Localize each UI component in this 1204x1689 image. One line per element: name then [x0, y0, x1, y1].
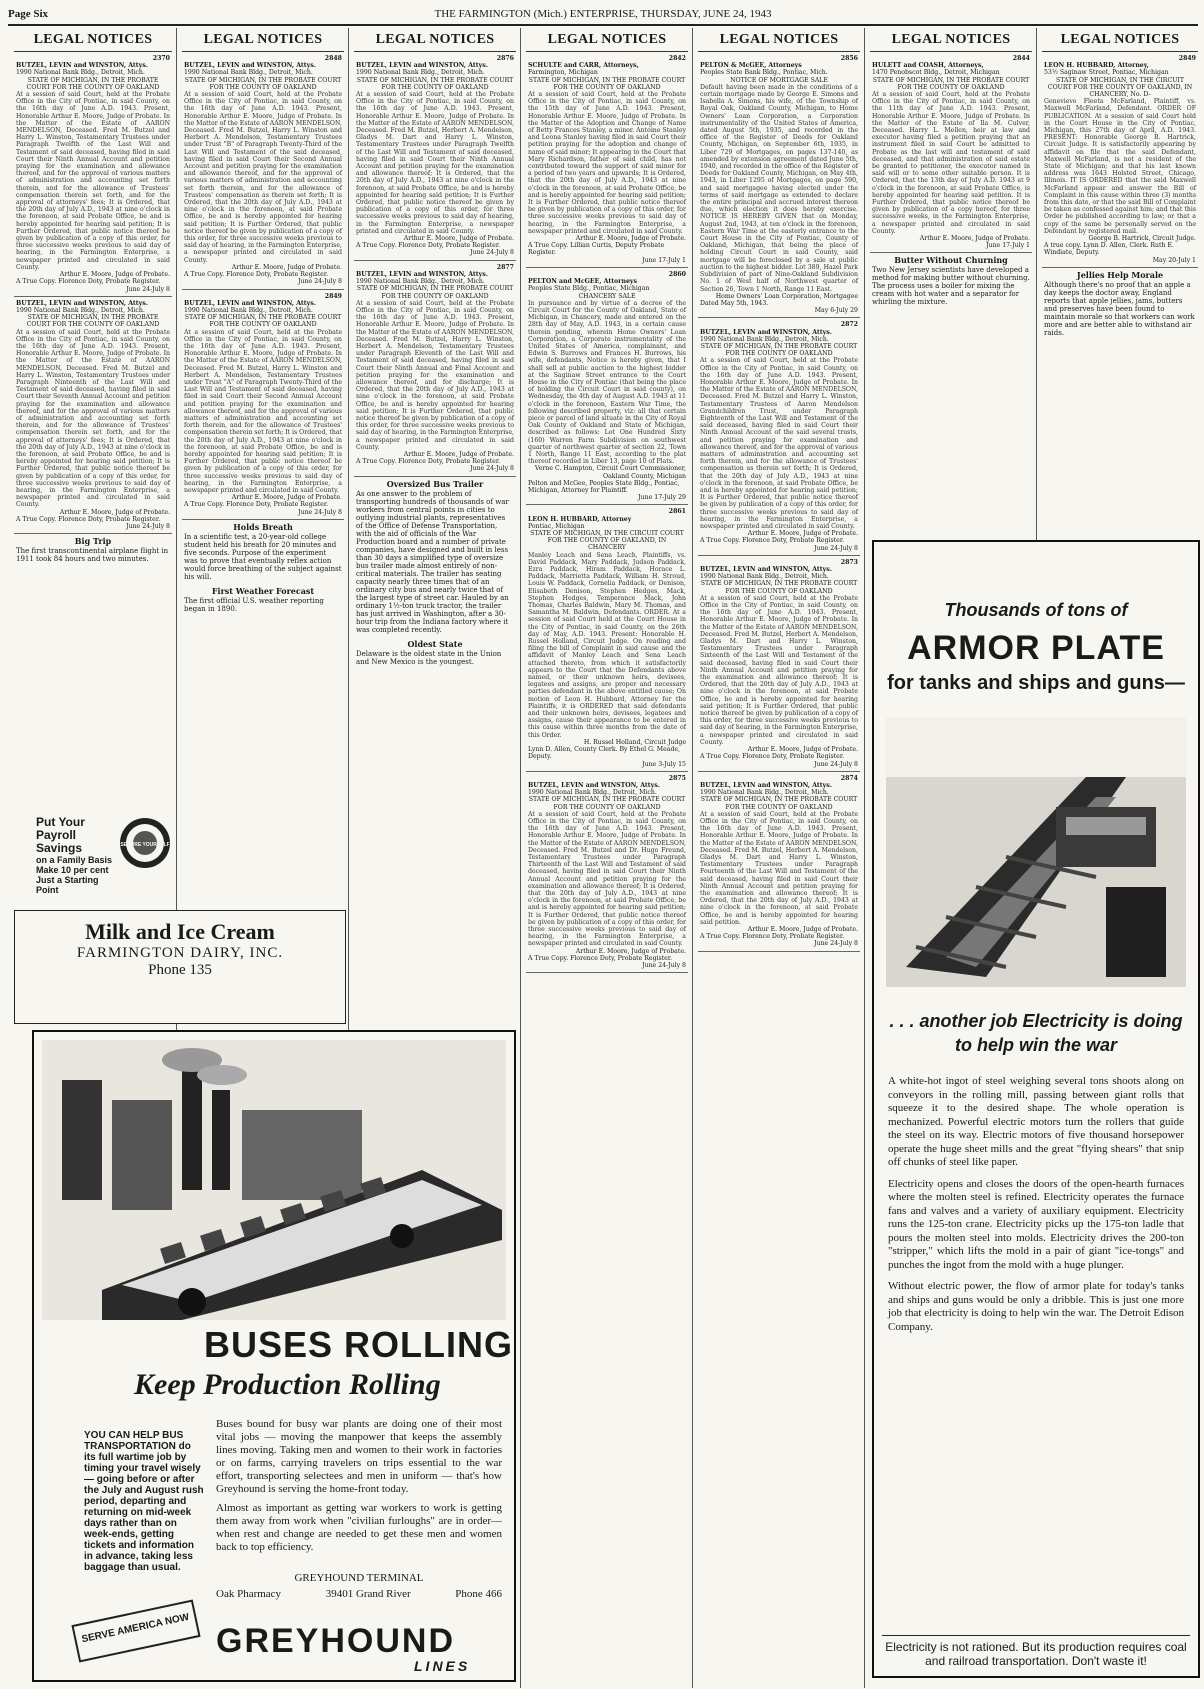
- filler-text: Two New Jersey scientists have developed a method for making butter without churning. The process uses a boiler for mixing the cream with hot water and a separator for whirling the mixture.: [872, 266, 1030, 307]
- filler-text: Delaware is the oldest state in the Union and New Mexico is the youngest.: [356, 649, 502, 666]
- notice-caption: STATE OF MICHIGAN, IN THE PROBATE COURT FOR THE COUNTY OF OAKLAND: [528, 796, 686, 811]
- notice-true-copy: A True Copy. Florence Doty, Probate Register.: [16, 515, 161, 523]
- notice-dates: June 24-July 8: [126, 523, 170, 530]
- notice-caption: STATE OF MICHIGAN, IN THE PROBATE COURT FOR THE COUNTY OF OAKLAND: [184, 76, 342, 91]
- notice-address: 1990 National Bank Bldg., Detroit, Mich.: [184, 306, 313, 314]
- notice-caption: STATE OF MICHIGAN, IN THE PROBATE COURT FOR THE COUNTY OF OAKLAND: [700, 580, 858, 595]
- section-header: LEGAL NOTICES: [14, 28, 172, 52]
- notice-dates: June 24-July 8: [470, 249, 514, 257]
- notice-true-copy: A True Copy. Florence Doty, Probate Register.: [528, 954, 673, 962]
- filler-item: [354, 477, 516, 637]
- bond-line: Payroll Savings: [36, 828, 83, 855]
- bus-address: 39401 Grand River: [325, 1588, 411, 1600]
- filler-heading: Oldest State: [407, 638, 463, 649]
- notice-address: 1470 Penobscot Bldg., Detroit, Michigan: [872, 69, 1000, 77]
- notice-firm: PELTON and McGEE, Attorneys: [528, 278, 637, 286]
- notice-body: At a session of said Court, held at the Probate Office in the City of Pontiac, in said County, on the 16th day of June A.D. 1943. Present, Honorable Arthur E. Moore, Judge of Probate. In the Matter of the Estate of AARON MENDELSON, Deceased. Fred M. Butzel, Herbert A. Mendelson, Gladys M. Dart and Harry L. Winston, Testamentary Trustees under Paragraph Sixteenth of the Last Will and Testament of the said deceased, having filed in said Court their Ninth Annual Account and petition praying for the examination and allowance thereof; It is Ordered, that the 20th day of July A.D., 1943 at nine o'clock in the forenoon, at said Probate Office, be and is hereby appointed for hearing said petition; It is Further Ordered, that public notice thereof be given by publication of a copy of this order, for three successive weeks previous to said day of hearing, in the Farmington Enterprise, a newspaper printed and circulated in said County.: [700, 594, 858, 746]
- notice-dates: June 24-July 8: [126, 285, 170, 293]
- notice-number: 2856: [840, 55, 858, 62]
- notice-address: 53½ Saginaw Street, Pontiac, Michigan: [1044, 69, 1169, 77]
- filler-item: [1042, 268, 1198, 340]
- greyhound-lines: LINES: [414, 1658, 471, 1674]
- minuteman-emblem-icon: [118, 816, 172, 870]
- notice-body: Manley Leach and Sena Leach, Plaintiffs, vs. David Paddack, Mary Paddack, Judson Paddack, Ezra Paddack, Hiram Paddack, Horace L. Paddack, Marrietta Paddack, William H. Stroud, Louis W. Paddack, Cornelia Paddack, or Denison, Elisabeth Denison, Stephen Hedges, Mack, Stephen Hedges, Temperance Mack, John Thomas, Charles Baldwin, Mary M. Thomas, and Samantha M. Baldwin, Defendants. ORDER. At a session of said Court held at the Court House in the City of Pontiac, in said County, on the 26th day of May, A.D. 1943. Present: Honorable H. Russel Holland, Circuit Judge. On reading and filing the bill of Complaint in said cause and the affidavit of Manley Leach and Sena Leach attached thereto, from which it satisfactorily appears to the Court that the Defendants above named, or their unknown heirs, devisees, legatees and assigns, are proper and necessary parties defendant in the above entitled cause; On motion of Leon H. Hubbard, Attorney for the Plaintiffs, it is ORDERED that said defendants and their unknown heirs, devisees, legatees and assigns, cause their appearance to be entered in this cause within three months from the date of this Order.: [528, 551, 686, 739]
- legal-notice: [354, 52, 516, 261]
- top-rule: [8, 24, 1198, 26]
- notice-firm: SCHULTE and CARR, Attorneys,: [528, 62, 639, 70]
- armor-body-paragraph: Without electric power, the flow of armor plate for today's tanks and ships and guns would be only a dribble. This is just one more job that electricity is doing to help win the war. The Detroit Edison Company.: [888, 1280, 1184, 1333]
- notice-true-copy: A True Copy. Florence Doty, Probate Register.: [184, 501, 329, 509]
- armor-headline: ARMOR PLATE: [907, 629, 1165, 667]
- notice-firm: HULETT and COASH, Attorneys,: [872, 62, 984, 70]
- column-4: [526, 28, 688, 1683]
- bus-subheadline: Keep Production Rolling: [134, 1368, 441, 1401]
- notice-address: 1990 National Bank Bldg., Detroit, Mich.: [184, 69, 313, 77]
- notice-number: 2861: [668, 508, 686, 516]
- notice-caption: STATE OF MICHIGAN, IN THE PROBATE COURT FOR THE COUNTY OF OAKLAND: [356, 76, 514, 91]
- bus-illustration-icon: [42, 1040, 506, 1320]
- dairy-headline: Milk and Ice Cream: [85, 919, 275, 944]
- notice-body: At a session of said Court, held at the Probate Office in the City of Pontiac, in said County, on the 16th day of June A.D. 1943. Present, Honorable Arthur E. Moore, Judge of Probate. In the Matter of the Estate of AARON MENDELSON, Deceased. Fred M. Butzel and Harry L. Winston, Testamentary Trustees under Paragraph Twelfth of the Last Will and Testament of said deceased, having filed in said Court their Ninth Annual Account and petition praying for the examination and allowance thereof, and for the approval of various matters of administration and accounting set forth therein, and for the allowance of Trustees' compensation therein set forth, and for the approval of attorneys' fees; It is Ordered, that the 20th day of July A.D., 1943 at nine o'clock in the forenoon, at said Probate Office, be and is hereby appointed for hearing said petition; It is Further Ordered, that public notice thereof be given by publication of a copy of this order, for three successive weeks previous to said day of hearing, in the Farmington Enterprise, a newspaper printed and circulated in said County.: [16, 91, 170, 271]
- notice-true-copy: Dated May 5th, 1943.: [700, 299, 769, 307]
- column-divider: [864, 28, 865, 1688]
- bond-line: Make 10 per cent: [36, 865, 109, 875]
- column-divider: [692, 28, 693, 1688]
- notice-caption: NOTICE OF MORTGAGE SALE: [730, 76, 828, 84]
- notice-number: 2874: [840, 774, 858, 782]
- notice-address: 1990 National Bank Bldg., Detroit, Mich.: [700, 573, 829, 581]
- legal-notice: [526, 505, 688, 771]
- notice-address: 1990 National Bank Bldg., Detroit, Mich.: [528, 789, 657, 797]
- notice-body: At a session of said Court, held at the Probate Office in the City of Pontiac, in said County, on the 16th day of June A.D. 1943. Present, Honorable Arthur E. Moore, Judge of Probate. In the Matter of the Estate of AARON MENDELSON, Deceased. Fred M. Butzel, Herbert A. Mendelson, Gladys M. Dart and Harry L. Winston, Testamentary Trustees under Paragraph Twelfth of the Last Will and Testament of said deceased, having filed in said Court their Ninth Annual Account and petition praying for the examination and allowance thereof; It is Ordered, that the 20th day of July A.D., 1943 at nine o'clock in the forenoon, at said Probate Office, be and is hereby appointed for hearing said petition; It is Further Ordered, that public notice thereof be given by publication of a copy of this order, for three successive weeks previous to said day of hearing, in the Farmington Enterprise, a newspaper printed and circulated in said County.: [356, 91, 514, 235]
- notice-firm: BUTZEL, LEVIN and WINSTON, Attys.: [700, 566, 832, 574]
- armor-kicker: Thousands of tons of: [944, 600, 1128, 620]
- notice-body: Genevieve Fleeta McFarland, Plaintiff, vs. Maxwell McFarland, Defendant. ORDER OF PUBLICATION. At a session of said Court held in the Court House in the City of Pontiac, Michigan, this 27th day of April, A.D. 1943. PRESENT: Honorable George B. Hartrick, Circuit Judge. It is satisfactorily appearing by affidavit on file that the said Defendant, Maxwell McFarland, is not a resident of the State of Michigan; and that his last known address was 1643 Holsted Street, Chicago, Illinois. IT IS ORDERED that the said Maxwell McFarland appear and answer the Bill of Complaint in this cause within three (3) months from this date, or that the said Bill of Complaint be taken as confessed against him; and that this Order be published according to law; or that a copy of the same be personally served on the Defendant by registered mail.: [1044, 98, 1196, 235]
- filler-item: [182, 584, 344, 616]
- notice-dates: May 20-July 1: [1152, 256, 1196, 264]
- notice-signature: Arthur E. Moore, Judge of Probate.: [403, 450, 514, 458]
- notice-signature: Arthur E. Moore, Judge of Probate.: [575, 235, 686, 243]
- notice-dates: June 17-July 1: [986, 242, 1030, 250]
- notice-body: At a session of said Court, held at the Probate Office in the City of Pontiac, in said County, on the 15th day of June A.D. 1943. Present, Honorable Arthur E. Moore, Judge of Probate. In the Matter of the Adoption and Change of Name of Betty Frances Stanley, a minor. Antoine Stanley and Leona Stanley having filed in said Court their petition praying for the adoption and change of name of said minor; It appearing to the Court that Mary Richardson, father of said child, has not contributed toward the support of said minor for a period of two years and upwards; It is Ordered, that the 20th day of July A.D., 1943 at nine o'clock in the forenoon, at said Probate Office, be and is hereby appointed for hearing said petition; It is Further Ordered, that public notice thereof be given by publication of a copy of this order, for three successive weeks previous to said day of hearing, in the Farmington Enterprise, a newspaper printed and circulated in said County.: [528, 91, 686, 235]
- notice-signature: Arthur E. Moore, Judge of Probate.: [59, 271, 170, 279]
- notice-number: 2876: [496, 55, 514, 62]
- legal-notice: [698, 772, 860, 952]
- notice-signature: Arthur E. Moore, Judge of Probate.: [403, 235, 514, 243]
- greyhound-ad: [32, 1030, 516, 1682]
- war-bond-ad: [28, 810, 170, 895]
- notice-signature: Arthur E. Moore, Judge of Probate.: [575, 947, 686, 955]
- legal-notice: [698, 556, 860, 772]
- column-3: [354, 28, 516, 1028]
- newspaper-title: THE FARMINGTON (Mich.) ENTERPRISE, THURSDAY, JUNE 24, 1943: [434, 8, 772, 20]
- notice-dates: June 24-July 8: [642, 961, 686, 969]
- legal-notice: [182, 290, 344, 520]
- notice-body: At a session of said Court, held at the Probate Office in the City of Pontiac, in said County, on the 11th day of June A.D. 1943. Present, Honorable Arthur E. Moore, Judge of Probate. In the Matter of the Estate of Ila M. Culver, Deceased. Harry L. Mellen, heir at law and executor having filed a petition praying that an instrument filed in said Court be admitted to Probate as the last will and testament of said deceased, and that administration of said estate be granted to petitioner, the executor named in said will or to some other suitable person. It is Ordered, that the 13th day of July A.D. 1943 at 9 o'clock in the forenoon, at said Probate Office, is hereby appointed for hearing said petition. It is Further Ordered, that public notice thereof be given by publication of a copy hereof, for three successive weeks, in the Farmington Enterprise, a newspaper printed and circulated in said County.: [872, 91, 1030, 235]
- notice-caption: STATE OF MICHIGAN, IN THE PROBATE COURT FOR THE COUNTY OF OAKLAND: [26, 314, 160, 329]
- armor-footer: Electricity is not rationed. But its production requires coal and railroad transportation. Don't waste it!: [882, 1635, 1190, 1668]
- armor-body: [888, 1075, 1184, 1334]
- legal-notice: [1042, 52, 1198, 268]
- filler-text: As one answer to the problem of transporting hundreds of thousands of war workers from central points in cities to outlying industrial plants, representatives of the Office of Defense Transportation, with the aid of officials of the War Production board and a number of private companies, have designed and built in less than 30 days a simplified type of oversize bus trailer made almost entirely of non-critical materials. The trailer has seating capacity nearly three times that of an ordinary city bus and nearly twice that of the largest type of street car. Hauled by an ordinary 1½-ton truck tractor, the trailer has just arrived in Washington, after a 30-hour trip from the Indiana factory where it was completed recently.: [356, 489, 509, 634]
- filler-text: In a scientific test, a 20-year-old college student held his breath for 20 minutes and five seconds. Purpose of the experiment was to prove that eventually reflex action would force breathing of the subject against his will.: [184, 532, 342, 581]
- notice-true-copy: A True Copy. Florence Doty, Probate Register.: [184, 271, 329, 279]
- legal-notice: [526, 772, 688, 973]
- notice-caption: STATE OF MICHIGAN, IN THE PROBATE COURT FOR THE COUNTY OF OAKLAND: [872, 76, 1030, 91]
- column-divider: [1036, 28, 1037, 568]
- legal-notice: [698, 52, 860, 318]
- notice-signature: Home Owners' Loan Corporation, Mortgagee: [715, 292, 858, 300]
- notice-address: 1990 National Bank Bldg., Detroit, Mich.: [356, 69, 485, 77]
- armor-tagline: [874, 1009, 1198, 1057]
- section-header: LEGAL NOTICES: [182, 28, 344, 52]
- notice-dates: June 3-July 15: [642, 760, 686, 768]
- armor-tagline-line: to help win the war: [954, 1035, 1117, 1055]
- notice-dates: June 24-July 8: [298, 278, 342, 286]
- bond-line: Point: [36, 885, 59, 895]
- notice-true-copy: Lynn D. Allen, County Clerk. By Ethel G. Meade, Deputy.: [528, 746, 681, 761]
- notice-caption: STATE OF MICHIGAN, IN THE PROBATE COURT FOR THE COUNTY OF OAKLAND: [184, 314, 342, 329]
- masthead: [8, 6, 1198, 24]
- notice-number: 2873: [840, 558, 858, 566]
- notice-dates: June 24-July 8: [814, 544, 858, 552]
- bus-headline: BUSES ROLLING: [204, 1324, 514, 1365]
- section-header: LEGAL NOTICES: [698, 28, 860, 52]
- notice-firm: LEON H. HUBBARD, Attorney,: [1044, 62, 1149, 70]
- legal-notice: [526, 268, 688, 506]
- bond-line: Just a Starting: [36, 875, 99, 885]
- rolling-mill-illustration-icon: [886, 717, 1186, 987]
- notice-number: 2877: [496, 263, 514, 271]
- notice-caption: CHANCERY SALE: [578, 292, 636, 300]
- legal-notice: [14, 52, 172, 297]
- armor-subheadline: for tanks and ships and guns—: [887, 672, 1185, 694]
- notice-true-copy: A True Copy. Lillian Curtis, Deputy Probate Register.: [528, 242, 665, 257]
- notice-body: At a session of said Court, held at the Probate Office in the City of Pontiac, in said County, on the 16th day of June A.D. 1943. Present, Honorable Arthur E. Moore, Judge of Probate. In the Matter of the Estate of AARON MENDELSON, Deceased. Fred M. Butzel and Dr. Hugo Freund, Testamentary Trustees under Paragraph Thirteenth of the Last Will and Testament of said deceased, having filed in said Court their Ninth Annual Account and petition praying for the examination and allowance thereof; It is Ordered, that the 20th day of July A.D., 1943 at nine o'clock in the forenoon, at said Probate Office, be and is hereby appointed for hearing said petition; It is Further Ordered, that public notice thereof be given by publication of a copy of this order, for three successive weeks previous to said day of hearing, in the Farmington Enterprise, a newspaper printed and circulated in said County.: [528, 810, 686, 948]
- notice-true-copy: A True Copy. Florence Doty, Probate Register.: [356, 458, 501, 466]
- notice-firm: LEON H. HUBBARD, Attorney: [528, 515, 632, 523]
- notice-address: 1990 National Bank Bldg., Detroit, Mich.: [700, 789, 829, 797]
- notice-signature: George B. Hartrick, Circuit Judge.: [1088, 235, 1196, 243]
- notice-signature: Arthur E. Moore, Judge of Probate.: [231, 494, 342, 502]
- armor-tagline-line: . . . another job Electricity is doing: [889, 1011, 1183, 1031]
- notice-dates: June 24-July 8: [470, 465, 514, 473]
- notice-body: At a session of said Court, held at the Probate Office in the City of Pontiac, in said County, on the 16th day of June A.D. 1943. Present, Honorable Arthur E. Moore, Judge of Probate. In the Matter of the Estate of AARON MENDELSON, Deceased. Fred M. Butzel and Harry L. Winston, Testamentary Trustees of Aaron Mendelson Grandchildren Trust, under Paragraph Eighteenth of the Last Will and Testament of the said deceased, having filed in said Court their Ninth Annual Account of the said several trusts, and petition praying for examination and allowance thereof, and for the approval of various matters of administration and accounting set forth therein, and for the allowance of Trustees' compensation as therein set forth; It is Ordered, that the 20th day of July A.D., 1943 at nine o'clock in the forenoon, at said Probate Office, be and is hereby appointed for hearing said petition; It is Further Ordered, that public notice thereof be given by publication of a copy of this order, for three successive weeks previous to said day of hearing, in the Farmington Enterprise, a newspaper printed and circulated in said County.: [700, 357, 858, 530]
- notice-number: 2848: [324, 55, 342, 62]
- notice-address: 1990 National Bank Bldg., Detroit, Mich.: [16, 69, 145, 77]
- filler-heading: Jellies Help Morale: [1076, 269, 1164, 280]
- section-header: LEGAL NOTICES: [354, 28, 516, 52]
- notice-caption: STATE OF MICHIGAN, IN THE CIRCUIT COURT FOR THE COUNTY OF OAKLAND, IN CHANCERY, No. D-: [1047, 76, 1193, 99]
- notice-caption: STATE OF MICHIGAN, IN THE PROBATE COURT FOR THE COUNTY OF OAKLAND: [700, 796, 858, 811]
- bond-line: Put Your: [36, 815, 85, 829]
- filler-item: [870, 253, 1032, 309]
- notice-number: 2849: [1178, 55, 1196, 62]
- filler-heading: First Weather Forecast: [211, 585, 315, 596]
- notice-firm: BUTZEL, LEVIN and WINSTON, Attys.: [16, 299, 148, 307]
- dairy-company: FARMINGTON DAIRY, INC.: [76, 945, 284, 961]
- filler-heading: Holds Breath: [233, 521, 293, 532]
- bus-side-text: YOU CAN HELP BUS TRANSPORTATION do its full wartime job by timing your travel wisely — going before or after the July and August rush period, departing and returning on mid-week days rather than on week-ends, getting tickets and information in advance, taking less baggage than usual.: [84, 1430, 204, 1573]
- legal-notice: [870, 52, 1032, 253]
- column-2: [182, 28, 344, 928]
- notice-address: Farmington, Michigan: [528, 69, 598, 77]
- notice-number: 2875: [668, 774, 686, 782]
- filler-item: [354, 637, 516, 669]
- notice-number: 2842: [668, 55, 686, 62]
- notice-body: At a session of said Court, held at the Probate Office in the City of Pontiac, in said County, on the 16th day of June A.D. 1943. Present, Honorable Arthur E. Moore, Judge of Probate. In the Matter of the Estate of AARON MENDELSON, Deceased. Fred M. Butzel, Harry L. Winston and Herbert A. Mendelson, Testamentary Trustees under Trust "B" of Paragraph Twenty-Third of the Last Will and Testament of the said deceased, having filed in said Court their Second Annual Account and petition praying for the examination and allowance thereof, and for the approval of various matters of administration and accounting set forth therein, and for the allowance of Trustees' compensation as therein set forth; It is Ordered, that the 20th day of July A.D., 1943 at nine o'clock in the forenoon, at said Probate Office, be and is hereby appointed for hearing said petition; It is Further Ordered, that public notice thereof be given by publication of a copy of this order, for three successive weeks previous to said day of hearing, in the Farmington Enterprise, a newspaper printed and circulated in said County.: [184, 91, 342, 264]
- column-6: [870, 28, 1032, 518]
- notice-caption: STATE OF MICHIGAN, IN THE CIRCUIT COURT FOR THE COUNTY OF OAKLAND, IN CHANCERY: [530, 530, 684, 552]
- notice-dates: June 24-July 8: [298, 508, 342, 516]
- notice-address: Peoples State Bank Bldg., Pontiac, Mich.: [700, 69, 828, 77]
- notice-firm: BUTZEL, LEVIN and WINSTON, Attys.: [528, 781, 660, 789]
- bus-terminal: GREYHOUND TERMINAL: [294, 1572, 424, 1584]
- notice-firm: BUTZEL, LEVIN and WINSTON, Attys.: [184, 299, 316, 307]
- emblem-text: SECURE YOURSELF: [120, 842, 170, 848]
- notice-true-copy: A True Copy. Florence Doty, Probate Register.: [700, 753, 845, 761]
- page-number: Page Six: [8, 8, 49, 20]
- notice-number: 2370: [152, 55, 170, 62]
- legal-notice: [354, 261, 516, 477]
- notice-firm: BUTZEL, LEVIN and WINSTON, Attys.: [700, 328, 832, 336]
- notice-signature: Arthur E. Moore, Judge of Probate.: [919, 235, 1030, 243]
- column-7: [1042, 28, 1198, 518]
- notice-number: 2844: [1012, 55, 1030, 62]
- notice-body: At a session of said Court, held at the Probate Office in the City of Pontiac, in said County, on the 16th day of June A.D. 1943. Present, Honorable Arthur E. Moore, Judge of Probate. In the Matter of the Estate of AARON MENDELSON, Deceased. Fred M. Butzel, Harry L. Winston and Herbert A. Mendelson, Testamentary Trustees under Trust "A" of Paragraph Twenty-Third of the Last Will and Testament of said deceased, having filed in said Court their Second Annual Account and petition praying for the examination and allowance thereof, and for the approval of various matters of administration and accounting set forth therein, and for the allowance of Trustees' compensation therein set forth; It is Ordered, that the 20th day of July A.D., 1943 at nine o'clock in the forenoon, at said Probate Office, be and is hereby appointed for hearing said petition; It is Further Ordered, that public notice thereof be given by publication of a copy of this order, for three successive weeks previous to said day of hearing, in the Farmington Enterprise, a newspaper printed and circulated in said County.: [184, 328, 342, 494]
- filler-text: The first transcontinental airplane flight in 1911 took 84 hours and two minutes.: [16, 547, 169, 564]
- notice-number: 2872: [840, 321, 858, 329]
- notice-caption: STATE OF MICHIGAN, IN THE PROBATE COURT FOR THE COUNTY OF OAKLAND: [700, 342, 858, 358]
- dairy-phone: Phone 135: [148, 962, 212, 978]
- notice-firm: PELTON & McGEE, Attorneys: [700, 62, 802, 70]
- notice-firm: BUTZEL, LEVIN and WINSTON, Attys.: [16, 62, 148, 70]
- notice-dates: June 17-July 29: [638, 494, 686, 502]
- notice-firm: BUTZEL, LEVIN and WINSTON, Attys.: [184, 62, 316, 70]
- bond-line: on a Family Basis: [36, 855, 113, 865]
- notice-dates: May 6-July 29: [814, 307, 858, 315]
- notice-true-copy: A True Copy. Florence Doty, Probate Register.: [700, 537, 845, 545]
- bond-text: [36, 816, 116, 895]
- column-1: [14, 28, 172, 828]
- notice-address: 1990 National Bank Bldg., Detroit, Mich.: [700, 335, 829, 343]
- filler-heading: Butter Without Churning: [894, 255, 1008, 266]
- notice-true-copy: Pelton and McGee, Peoples State Bldg., Pontiac, Michigan, Attorney for Plaintiff.: [528, 479, 680, 494]
- bus-phone: Phone 466: [455, 1588, 502, 1600]
- notice-true-copy: A true copy. Lynn D. Allen, Clerk. Ruth E. Windiate, Deputy.: [1044, 242, 1174, 257]
- notice-caption: STATE OF MICHIGAN, IN THE PROBATE COURT FOR THE COUNTY OF OAKLAND: [356, 285, 514, 300]
- notice-signature: Arthur E. Moore, Judge of Probate.: [747, 925, 858, 933]
- bus-contact-row: [216, 1588, 502, 1600]
- filler-text: The first official U.S. weather reporting began in 1890.: [184, 596, 324, 613]
- notice-address: 1990 National Bank Bldg., Detroit, Mich.: [16, 306, 145, 314]
- notice-number: 2849: [324, 292, 342, 300]
- legal-notice: [14, 297, 172, 535]
- notice-body: Default having been made in the conditions of a certain mortgage made by George E. Simons and Isabella A. Simons, his wife, of the Township of Royal Oak, Oakland County, Michigan, to Home Owners' Loan Corporation, a Corporation instrumentality of the United States of America, dated August 5th, 1935, and recorded in the office of the Register of Deeds for Oakland County, Michigan, on September 6th, 1935, in Liber 729 of Mortgages, on pages 137-140, as amended by extension agreement dated June 5th, 1940, and recorded in the office of the Register of Deeds for Oakland County, Michigan, on May 4th, 1943, in Liber 1295 of Mortgages, on page 590, and said mortgagee having elected under the terms of said mortgage as extended to declare the entire principal and accrued interest thereon due, which election it does hereby exercise. NOTICE IS HEREBY GIVEN that on Monday, August 2nd, 1943, at ten o'clock in the forenoon, Eastern War Time at the easterly entrance to the Court House in the City of Pontiac, County of Oakland, Michigan, that being the place of holding Circuit Court in said County, said mortgage will be foreclosed by a sale at public auction to the highest bidder. Lot 389, Hazel Park Subdivision of part of Nine-Oakland Subdivision No. 1 of West half of Northwest quarter of Section 26, Town 1 North, Range 11 East.: [700, 83, 858, 293]
- filler-text: Although there's no proof that an apple a day keeps the doctor away, England reports that apple jellies, jams, butters and preserves have been found to maintain morale so that workers can work more and are better able to withstand air raids.: [1044, 280, 1195, 337]
- column-5: [698, 28, 860, 1683]
- notice-true-copy: A True Copy. Florence Doty, Probate Register.: [16, 278, 161, 286]
- notice-signature: Verne C. Hampton, Circuit Court Commissioner, Oakland County, Michigan: [534, 465, 686, 480]
- notice-number: 2860: [668, 270, 686, 278]
- notice-firm: BUTZEL, LEVIN and WINSTON, Attys.: [700, 781, 832, 789]
- bus-body-paragraph: Buses bound for busy war plants are doing one of their most vital jobs — moving the manpower that keeps the assembly lines moving. Taking men and women to their work in factories or on farms, carrying travelers on trips essential to the war effort, transporting selectees and men in uniform — that's how Greyhound is serving the home-front today.: [216, 1418, 502, 1495]
- armor-body-paragraph: Electricity opens and closes the doors of the open-hearth furnaces where the molten steel is refined. Electricity operates the furnace fans and valves and a variety of auxiliary equipment. Electricity runs the 125-ton crane. Electricity picks up the 175-ton ladle that pours the molten steel into molds. Electricity drives the 200-ton "stripper," which lifts the mold in a pair of giant "ice-tongs" and punches the ingot from the mold with a huge plunger.: [888, 1177, 1184, 1271]
- notice-caption: STATE OF MICHIGAN, IN THE PROBATE COURT FOR THE COUNTY OF OAKLAND: [528, 76, 686, 91]
- bus-pharmacy: Oak Pharmacy: [216, 1588, 282, 1600]
- notice-firm: BUTZEL, LEVIN and WINSTON, Attys.: [356, 270, 488, 278]
- legal-notice: [698, 318, 860, 556]
- notice-signature: H. Russel Holland, Circuit Judge: [583, 738, 686, 746]
- notice-dates: June 24-July 8: [814, 760, 858, 768]
- section-header: LEGAL NOTICES: [526, 28, 688, 52]
- notice-signature: Arthur E. Moore, Judge of Probate.: [231, 263, 342, 271]
- notice-true-copy: A True Copy. Florence Doty, Probate Register.: [700, 933, 845, 941]
- notice-dates: June 17-July 1: [642, 256, 686, 264]
- notice-true-copy: A True Copy. Florence Doty, Probate Register.: [356, 242, 501, 250]
- column-divider: [520, 28, 521, 1688]
- notice-dates: June 24-July 8: [814, 940, 858, 948]
- filler-item: [182, 520, 344, 584]
- bus-body-paragraph: Almost as important as getting war workers to work is getting them away from work when "civilian furloughs" are in order—when rest and change are needed to get these men and women back to top efficiency.: [216, 1502, 502, 1553]
- notice-body: At a session of said Court, held at the Probate Office in the City of Pontiac, in said County, on the 16th day of June A.D. 1943. Present, Honorable Arthur E. Moore, Judge of Probate. In the Matter of the Estate of AARON MENDELSON, Deceased. Fred M. Butzel and Harry L. Winston, Testamentary Trustees under Paragraph Ninteenth of the Last Will and Testament of said deceased, having filed in said Court their Seventh Annual Account and petition praying for the examination and allowance thereof, and for the approval of various matters of administration and accounting set forth therein, and for the allowance of Trustees' compensation therein set forth, and for the approval of attorneys' fees; It is Ordered, that the 20th day of July A.D., 1943 at nine o'clock in the forenoon, at said Probate Office, be and is hereby appointed for hearing said petition; It is Further Ordered, that public notice thereof be given by publication of a copy of this order, for three successive weeks previous to said day of hearing, in the Farmington Enterprise, a newspaper printed and circulated in said County.: [16, 328, 170, 509]
- filler-heading: Big Trip: [74, 536, 112, 547]
- notice-body: At a session of said Court, held at the Probate Office in the City of Pontiac, in said County, on the 16th day of June A.D. 1943. Present, Honorable Arthur E. Moore, Judge of Probate. In the Matter of the Estate of AARON MENDELSON, Deceased. Fred M. Butzel, Harry L. Winston, Herbert A. Mendelson, Testamentary Trustees under Paragraph Eleventh of the Last Will and Testament of said deceased, having filed in said Court their Ninth Annual and Final Account and petition praying for the examination and allowance thereof, and for discharge; It is Ordered, that the 20th day of July A.D., 1943 at nine o'clock in the forenoon, at said Probate Office, be and is hereby appointed for hearing said petition; It is Further Ordered, that public notice thereof be given by publication of a copy of this order, for three successive weeks previous to said day of hearing, in the Farmington Enterprise, a newspaper printed and circulated in said County.: [356, 299, 514, 451]
- bus-body: [216, 1418, 502, 1560]
- legal-notice: [182, 52, 344, 290]
- notice-address: 1990 National Bank Bldg., Detroit, Mich.: [356, 278, 485, 286]
- dairy-ad: [14, 910, 346, 1024]
- filler-item: [14, 534, 172, 566]
- filler-heading: Oversized Bus Trailer: [386, 478, 484, 489]
- armor-body-paragraph: A white-hot ingot of steel weighing several tons shoots along on conveyors in the rolling mill, passing between giant rolls that squeeze it to the desired shape. The whole operation is mechanized. Powerful electric motors turn the rollers that guide the steel on its way. Electric motors of five thousand horsepower operate the huge sheet mills and the great "flying shears" that snip off chunks of steel like paper.: [888, 1075, 1184, 1168]
- legal-notice: [526, 52, 688, 268]
- notice-signature: Arthur E. Moore, Judge of Probate.: [59, 508, 170, 516]
- notice-signature: Arthur E. Moore, Judge of Probate.: [747, 530, 858, 538]
- serve-america-badge: SERVE AMERICA NOW: [71, 1600, 200, 1663]
- notice-body: In pursuance and by virtue of a decree of the Circuit Court for the County of Oakland, State of Michigan, in Chancery, made and entered on the 28th day of May, A.D. 1943, in a certain cause therein pending, wherein Home Owners' Loan Corporation, a Corporate instrumentality of the United States of America, complainant, and Edwin S. Burrows and Frances H. Burrows, his wife, defendants, Notice is hereby given, that I shall sell at public auction to the highest bidder at the Saginaw Street entrance to the Court House in the City of Pontiac (that being the place of holding the Circuit Court in said county), on Wednesday, the 4th day of August A.D. 1943 at 11 o'clock in the forenoon, Eastern War Time, the following described property, viz: all that certain piece or parcel of land situate in the City of Royal Oak County of Oakland and State of Michigan, described as follows: Lot One Hundred Sixty (160) Warren Farm Subdivision on southwest quarter of northwest quarter of section 22, Town 1 North, Range 11 East, according to the plat thereof recorded in Liber 13, page 10 of Plats.: [528, 299, 686, 466]
- greyhound-logo: GREYHOUND: [216, 1622, 456, 1660]
- section-header: LEGAL NOTICES: [870, 28, 1032, 52]
- notice-address: Peoples State Bldg., Pontiac, Michigan: [528, 285, 650, 293]
- edison-armor-ad: [872, 540, 1200, 1678]
- notice-address: Pontiac, Michigan: [528, 522, 585, 530]
- notice-signature: Arthur E. Moore, Judge of Probate.: [747, 746, 858, 754]
- notice-caption: STATE OF MICHIGAN, IN THE PROBATE COURT FOR THE COUNTY OF OAKLAND: [26, 76, 160, 91]
- notice-body: At a session of said Court, held at the Probate Office in the City of Pontiac, in said County, on the 16th day of June A.D. 1943. Present, Honorable Arthur E. Moore, Judge of Probate. In the Matter of the Estate of AARON MENDELSON, Deceased. Fred M. Butzel, Herbert A. Mendelson, Gladys M. Dart and Harry L. Winston, Testamentary Trustees under Paragraph Fourteenth of the Last Will and Testament of the said deceased, having filed in said Court their Ninth Annual Account and petition praying for the examination and allowance thereof; It is Ordered, that the 20th day of July A.D., 1943 at nine o'clock in the forenoon, at said Probate Office, be and is hereby appointed for hearing said petition.: [700, 810, 858, 926]
- notice-firm: BUTZEL, LEVIN and WINSTON, Attys.: [356, 62, 488, 70]
- section-header: LEGAL NOTICES: [1042, 28, 1198, 52]
